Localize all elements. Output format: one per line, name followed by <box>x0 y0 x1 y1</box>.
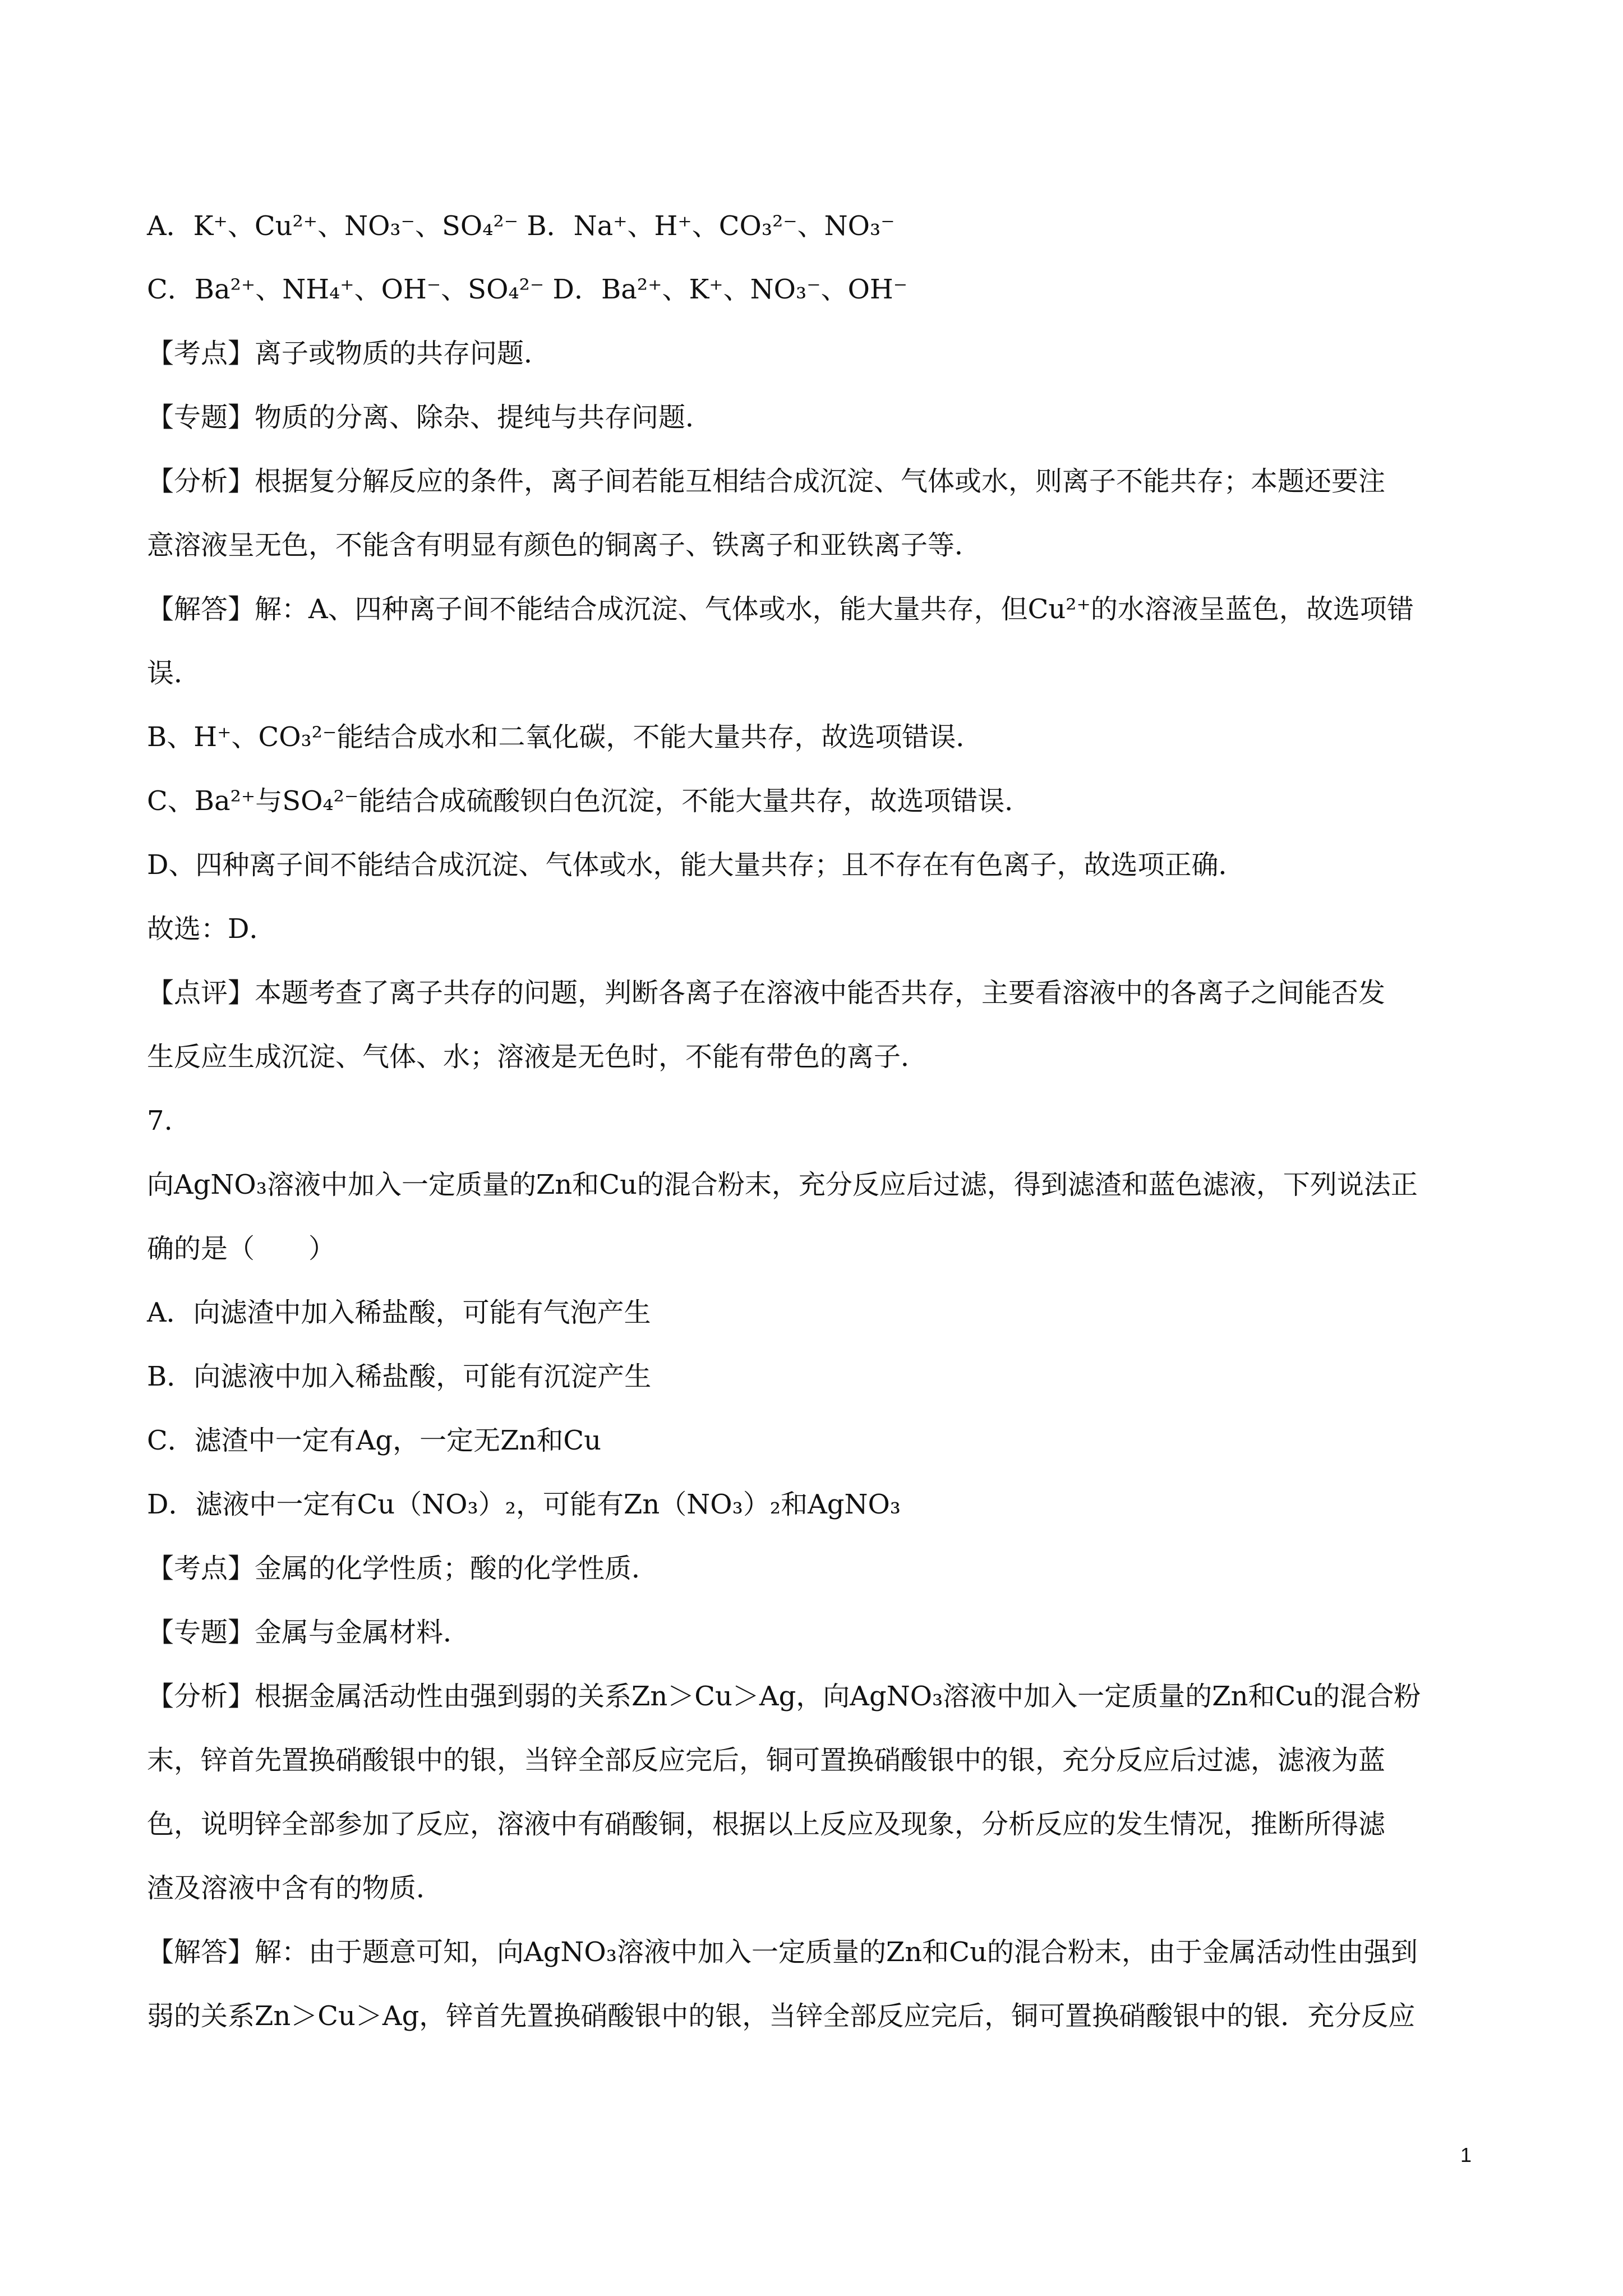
text-line: 确的是（ ） <box>147 1233 336 1264</box>
text-line: D、四种离子间不能结合成沉淀、气体或水，能大量共存；且不存在有色离子，故选项正确． <box>147 849 1246 881</box>
text-line: 【考点】离子或物质的共存问题． <box>147 338 551 369</box>
text-line: C、Ba²⁺与SO₄²⁻能结合成硫酸钡白色沉淀，不能大量共存，故选项错误． <box>147 785 1032 817</box>
option-d: D．滤液中一定有Cu（NO₃）₂，可能有Zn（NO₃）₂和AgNO₃ <box>147 1489 901 1520</box>
option-c: C．滤渣中一定有Ag，一定无Zn和Cu <box>147 1425 602 1456</box>
text-line: 向AgNO₃溶液中加入一定质量的Zn和Cu的混合粉末，充分反应后过滤，得到滤渣和蓝色滤液，下列说法正 <box>147 1169 1418 1200</box>
text-line: 【解答】解：由于题意可知，向AgNO₃溶液中加入一定质量的Zn和Cu的混合粉末，由于金属活动性由强到 <box>147 1936 1418 1968</box>
text-line: C．Ba²⁺、NH₄⁺、OH⁻、SO₄²⁻ D．Ba²⁺、K⁺、NO₃⁻、OH⁻ <box>147 274 908 305</box>
text-line: 末，锌首先置换硝酸银中的银，当锌全部反应完后，铜可置换硝酸银中的银，充分反应后过滤，滤液为蓝 <box>147 1745 1386 1776</box>
text-line: 【分析】根据金属活动性由强到弱的关系Zn＞Cu＞Ag，向AgNO₃溶液中加入一定质量的Zn和Cu的混合粉 <box>147 1681 1421 1712</box>
text-line: 【分析】根据复分解反应的条件，离子间若能互相结合成沉淀、气体或水，则离子不能共存；本题还要注 <box>147 466 1386 497</box>
text-line: 误． <box>147 657 201 689</box>
page-number: 1 <box>1460 2143 1472 2166</box>
text-line: 【专题】物质的分离、除杂、提纯与共存问题． <box>147 402 713 433</box>
text-line: 弱的关系Zn＞Cu＞Ag，锌首先置换硝酸银中的银，当锌全部反应完后，铜可置换硝酸银中的银．充分反应 <box>147 2000 1415 2032</box>
text-line: 渣及溶液中含有的物质． <box>147 1872 444 1904</box>
text-line: B、H⁺、CO₃²⁻能结合成水和二氧化碳，不能大量共存，故选项错误． <box>147 721 983 753</box>
question-number: 7. <box>147 1105 173 1137</box>
text-line: 故选：D． <box>147 913 276 945</box>
option-a: A．向滤渣中加入稀盐酸，可能有气泡产生 <box>147 1297 651 1328</box>
text-line: 生反应生成沉淀、气体、水；溶液是无色时，不能有带色的离子． <box>147 1041 928 1073</box>
text-line: 【考点】金属的化学性质；酸的化学性质． <box>147 1553 659 1584</box>
text-line: 【专题】金属与金属材料． <box>147 1617 471 1648</box>
text-line: A．K⁺、Cu²⁺、NO₃⁻、SO₄²⁻ B．Na⁺、H⁺、CO₃²⁻、NO₃⁻ <box>147 210 895 242</box>
option-b: B．向滤液中加入稀盐酸，可能有沉淀产生 <box>147 1361 652 1392</box>
text-line: 【点评】本题考查了离子共存的问题，判断各离子在溶液中能否共存，主要看溶液中的各离子之间能否发 <box>147 977 1386 1009</box>
text-line: 意溶液呈无色，不能含有明显有颜色的铜离子、铁离子和亚铁离子等． <box>147 530 982 561</box>
text-line: 色，说明锌全部参加了反应，溶液中有硝酸铜，根据以上反应及现象，分析反应的发生情况，推断所得滤 <box>147 1809 1386 1840</box>
text-line: 【解答】解：A、四种离子间不能结合成沉淀、气体或水，能大量共存，但Cu²⁺的水溶液呈蓝色，故选项错 <box>147 593 1414 625</box>
